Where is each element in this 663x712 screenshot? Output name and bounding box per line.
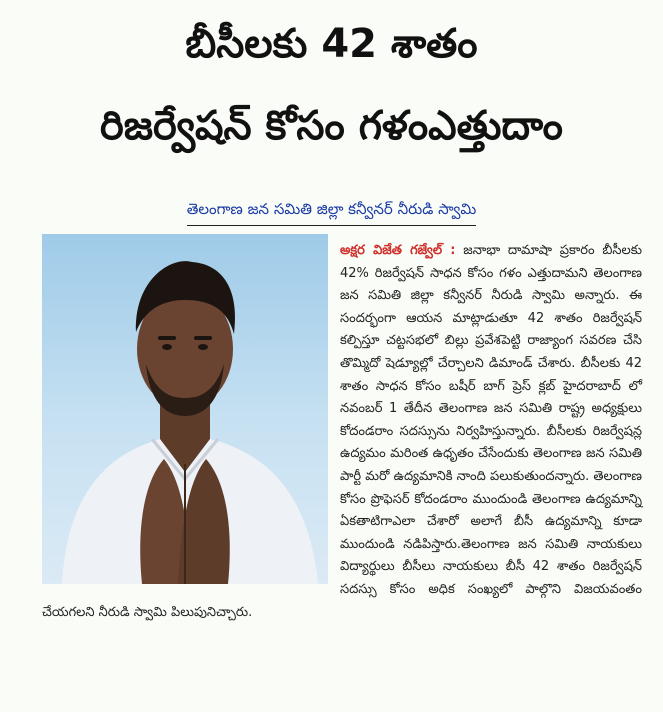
subheadline	[0, 200, 663, 226]
article-text: జనాభా దామాషా ప్రకారం బీసీలకు 42% రిజర్వేషన్ సాధన కోసం గళం ఎత్తుదామని తెలంగాణ జన సమితి జిల్లా కన్వీనర్ నీరుడి స్వామి అన్నారు. ఈ సందర్భంగా ఆయన మాట్లాడుతూ 42 శాతం రిజర్వేషన్ కల్పిస్తూ చట్టసభలో బిల్లు ప్రవేశపెట్టి రాజ్యాంగ సవరణ చేసి తొమ్మిదో షెడ్యూల్లో చేర్చాలని డిమాండ్ చేశారు. బీసీలకు 42 శాతం సాధన కోసం బషీర్ బాగ్ ప్రెస్ క్లబ్ హైదరాబాద్ లో నవంబర్ 1 తేదీన తెలంగాణ జన సమితి రాష్ట్ర అధ్యక్షులు కోదండరాం సదస్సును నిర్వహిస్తున్నారు. బీసీలకు రిజర్వేషన్ల ఉద్యమం మరింత ఉధృతం చేసేందుకు తెలంగాణ జన సమితి పార్టీ మరో ఉద్యమానికి నాంది పలుకుతుందన్నారు. తెలంగాణ కోసం ప్రొఫెసర్ కోదండరాం ముందుండి తెలంగాణ ఉద్యమాన్ని ఏకతాటిగాఎలా చేశారో అలాగే బీసీ ఉద్యమాన్ని కూడా ముందుండి నడిపిస్తారు.తెలంగాణ జన సమితి నాయకులు విద్యార్థులు బీసీలు నాయకులు బీసీ 42 శాతం రిజర్వేషన్ సదస్సు కోసం అధిక సంఖ్యలో పాల్గొని విజయవంతం చేయగలని నీరుడి స్వామి పిలుపునిచ్చారు.	[42, 243, 642, 620]
headline-line-1: బీసీలకు 42 శాతం	[185, 21, 478, 67]
portrait-illustration	[42, 234, 328, 584]
portrait-photo	[42, 234, 328, 584]
headline-line-2: రిజర్వేషన్ కోసం గళంఎత్తుదాం	[100, 103, 563, 149]
article-byline: అక్షర విజేత గజ్వేల్ :	[340, 243, 456, 258]
subheadline-text: తెలంగాణ జన సమితి జిల్లా కన్వీనర్ నీరుడి స్వామి	[187, 200, 477, 226]
